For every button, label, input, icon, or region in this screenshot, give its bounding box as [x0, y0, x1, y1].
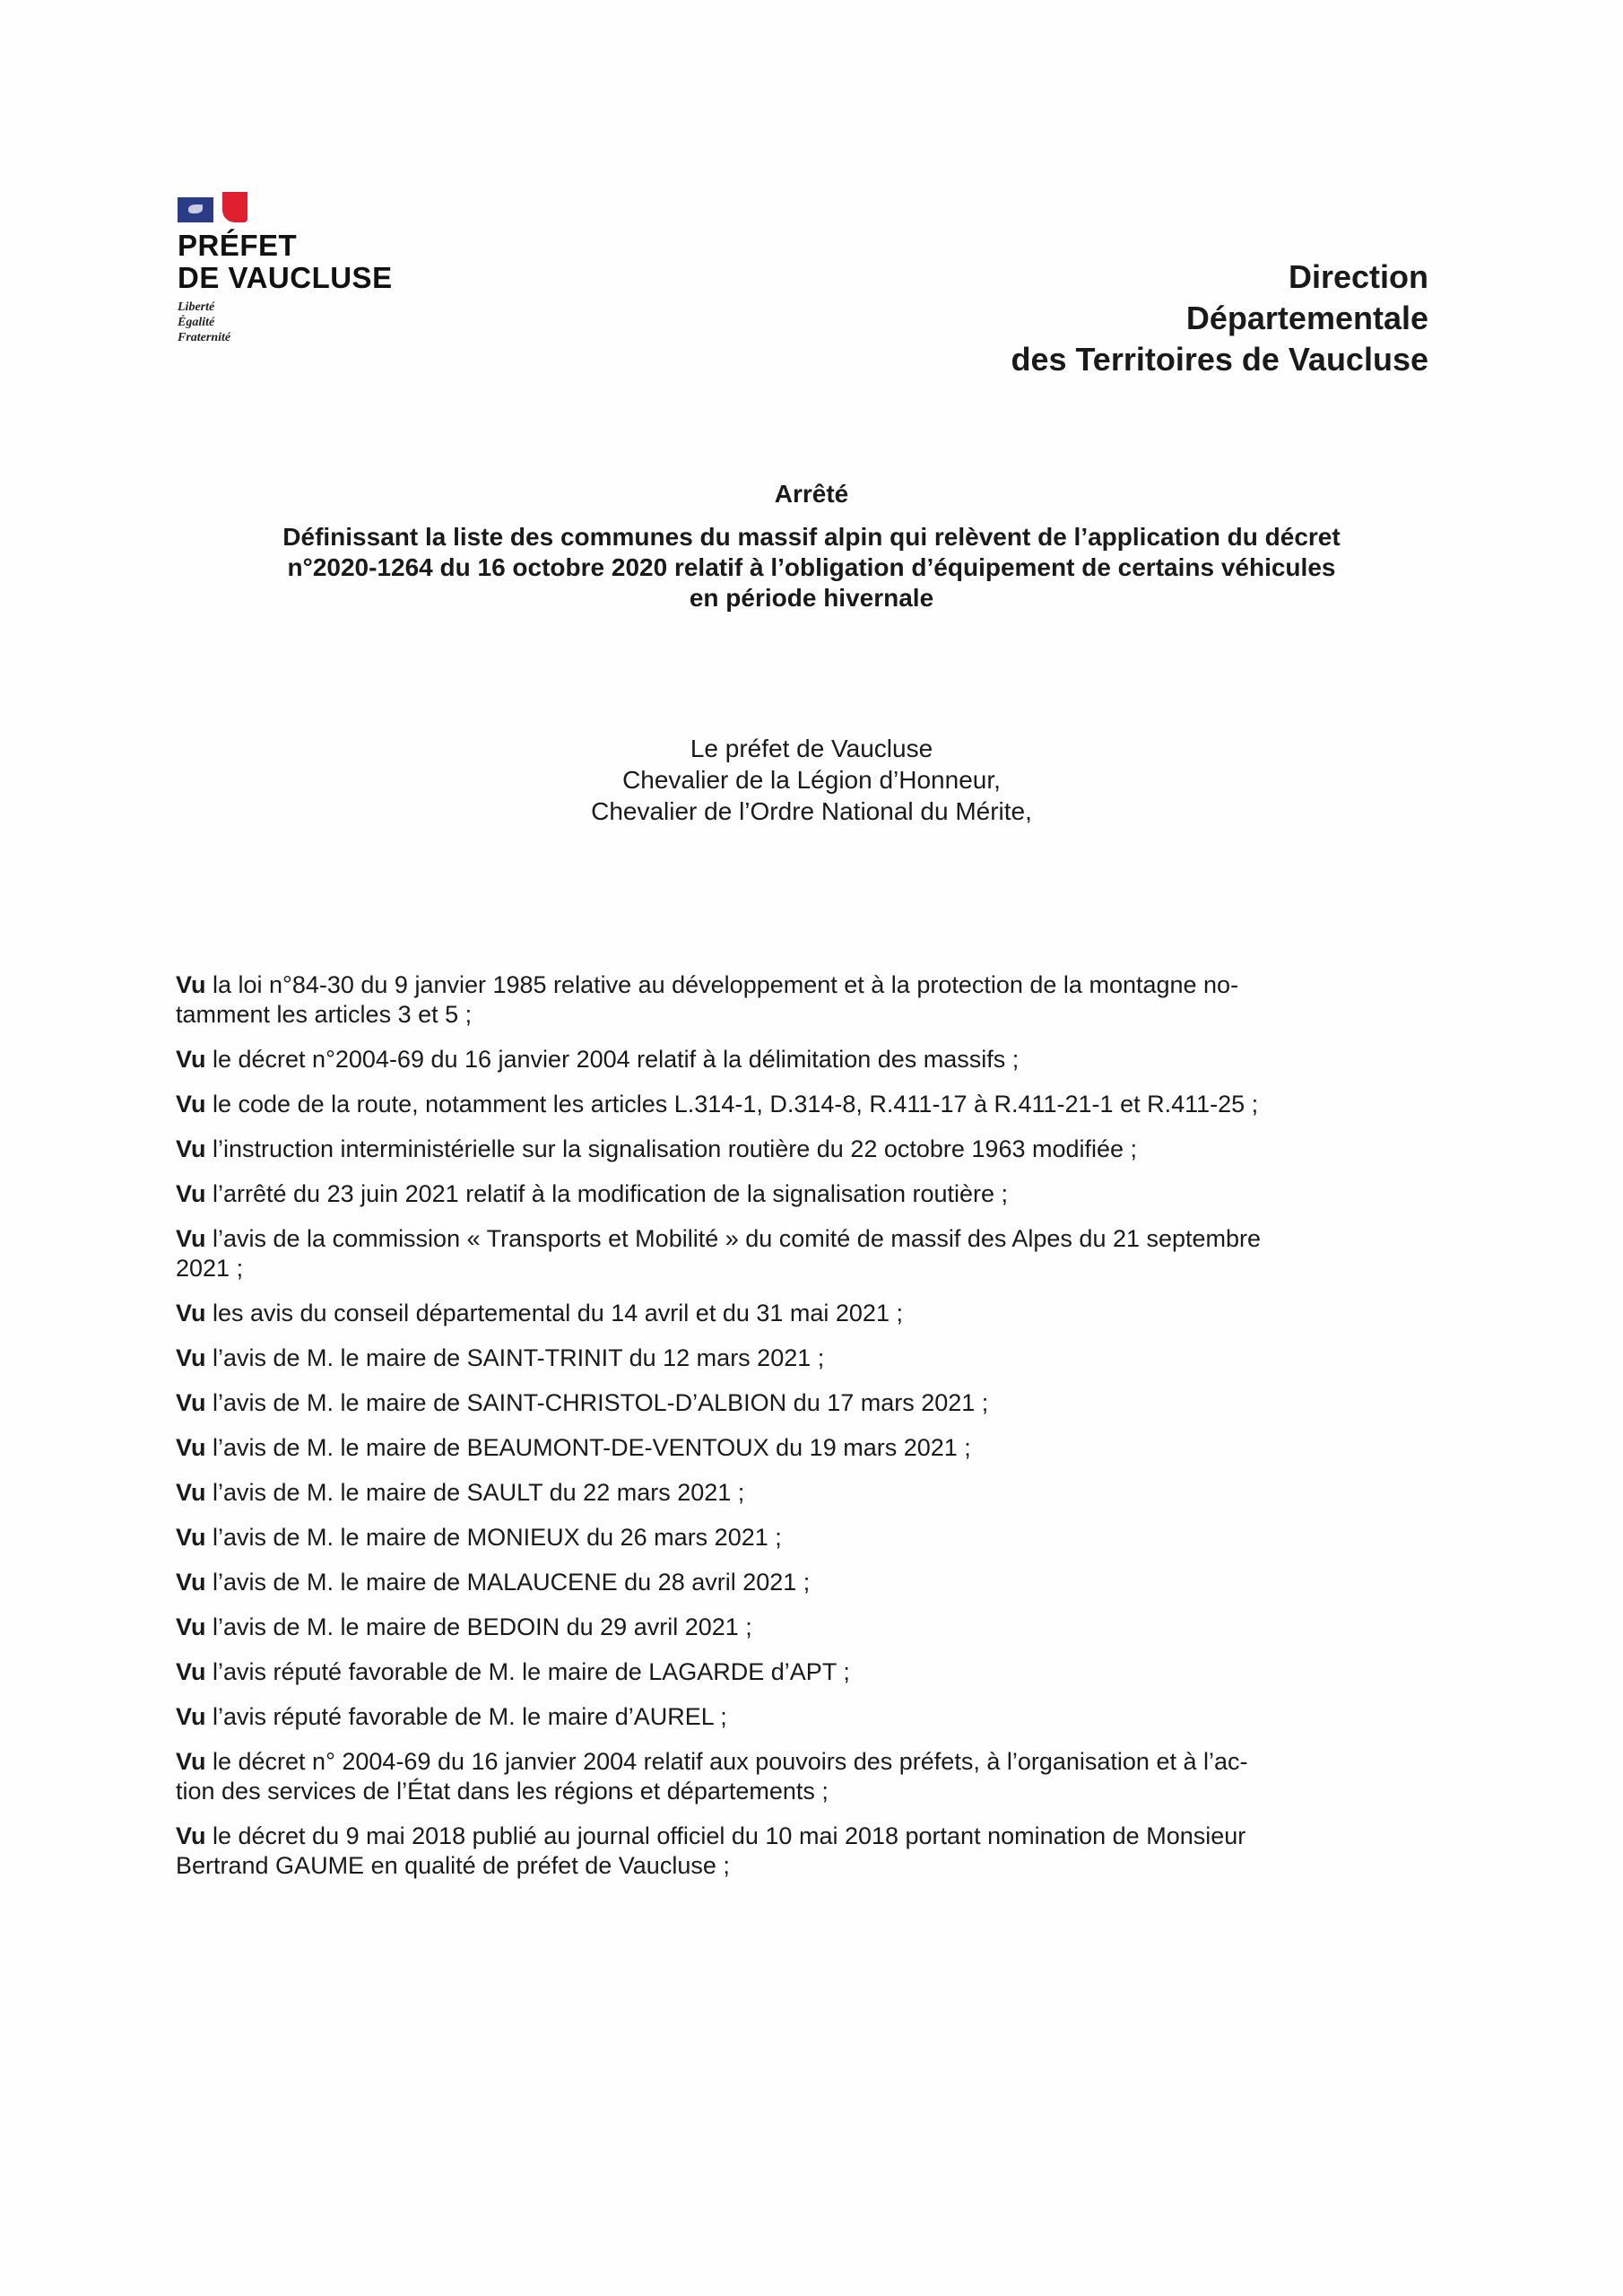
- document-subtitle: Définissant la liste des communes du massif alpin qui relèvent de l’application du décret n°2020-1264 du 16 octobre 2020 relatif à l’obligation d’équipement de certains véhicules en période hivernale: [282, 523, 1341, 612]
- prefecture-logo: [178, 192, 393, 345]
- consideration-line: Bertrand GAUME en qualité de préfet de Vaucluse ;: [176, 1852, 730, 1879]
- consideration-line: tamment les articles 3 et 5 ;: [176, 1001, 473, 1028]
- consideration-item: [176, 1388, 1431, 1418]
- consideration-item: [176, 1702, 1431, 1732]
- consideration-line: Vu l’instruction interministérielle sur la signalisation routière du 22 octobre 1963 modifiée ;: [176, 1135, 1138, 1162]
- vu-prefix: Vu: [176, 1822, 206, 1849]
- consideration-item: [176, 1747, 1431, 1806]
- consideration-item: [176, 1822, 1431, 1881]
- consideration-line: Vu l’avis de M. le maire de SAULT du 22 mars 2021 ;: [176, 1479, 745, 1506]
- consideration-line: Vu l’avis de la commission « Transports et Mobilité » du comité de massif des Alpes du 21 septembre: [176, 1225, 1262, 1252]
- consideration-item: [176, 1523, 1431, 1552]
- vu-prefix: Vu: [176, 1703, 206, 1730]
- vu-prefix: Vu: [176, 1658, 206, 1685]
- consideration-line: Vu le décret n°2004-69 du 16 janvier 2004 relatif à la délimitation des massifs ;: [176, 1046, 1020, 1073]
- consideration-line: Vu les avis du conseil départemental du 14 avril et du 31 mai 2021 ;: [176, 1300, 903, 1326]
- vu-prefix: Vu: [176, 1091, 206, 1118]
- consideration-line: Vu l’avis de M. le maire de SAINT-CHRISTOL-D’ALBION du 17 mars 2021 ;: [176, 1389, 989, 1416]
- prefect-block: Le préfet de Vaucluse Chevalier de la Légion d’Honneur, Chevalier de l’Ordre National du Mérite,: [591, 735, 1032, 825]
- vu-prefix: Vu: [176, 971, 206, 998]
- republic-motto: Liberté Égalité Fraternité: [178, 300, 231, 344]
- consideration-item: [176, 1090, 1431, 1119]
- considerations-list: [176, 970, 1431, 1896]
- consideration-line: 2021 ;: [176, 1255, 244, 1282]
- vu-prefix: Vu: [176, 1524, 206, 1551]
- consideration-line: Vu l’avis de M. le maire de SAINT-TRINIT du 12 mars 2021 ;: [176, 1344, 825, 1371]
- consideration-line: Vu l’arrêté du 23 juin 2021 relatif à la modification de la signalisation routière ;: [176, 1180, 1009, 1207]
- flag-red-icon: [222, 192, 247, 222]
- vu-prefix: Vu: [176, 1135, 206, 1162]
- consideration-item: [176, 1478, 1431, 1508]
- consideration-item: [176, 1045, 1431, 1074]
- consideration-line: Vu le décret du 9 mai 2018 publié au journal officiel du 10 mai 2018 portant nomination de Monsieur: [176, 1822, 1246, 1849]
- vu-prefix: Vu: [176, 1180, 206, 1207]
- consideration-line: Vu l’avis de M. le maire de BEDOIN du 29 avril 2021 ;: [176, 1613, 752, 1640]
- direction-heading: Direction Départementale des Territoires de Vaucluse: [1011, 258, 1428, 378]
- consideration-item: [176, 1568, 1431, 1597]
- vu-prefix: Vu: [176, 1300, 206, 1326]
- consideration-item: [176, 1179, 1431, 1209]
- consideration-line: Vu l’avis de M. le maire de BEAUMONT-DE-VENTOUX du 19 mars 2021 ;: [176, 1434, 971, 1461]
- consideration-item: [176, 1135, 1431, 1164]
- consideration-item: [176, 970, 1431, 1030]
- document-title: Arrêté: [774, 480, 849, 508]
- prefecture-name: PRÉFET DE VAUCLUSE: [178, 229, 393, 294]
- vu-prefix: Vu: [176, 1225, 206, 1252]
- flag-blue-icon: [178, 197, 213, 222]
- consideration-line: Vu l’avis de M. le maire de MONIEUX du 26 mars 2021 ;: [176, 1524, 782, 1551]
- vu-prefix: Vu: [176, 1046, 206, 1073]
- vu-prefix: Vu: [176, 1434, 206, 1461]
- vu-prefix: Vu: [176, 1569, 206, 1596]
- marianne-flag-icon: [178, 192, 393, 222]
- consideration-item: [176, 1299, 1431, 1328]
- vu-prefix: Vu: [176, 1479, 206, 1506]
- consideration-line: tion des services de l’État dans les régions et départements ;: [176, 1778, 829, 1805]
- vu-prefix: Vu: [176, 1748, 206, 1775]
- vu-prefix: Vu: [176, 1613, 206, 1640]
- consideration-line: Vu la loi n°84-30 du 9 janvier 1985 relative au développement et à la protection de la montagne no-: [176, 971, 1239, 998]
- consideration-line: Vu le code de la route, notamment les articles L.314-1, D.314-8, R.411-17 à R.411-21-1 et R.411-25 ;: [176, 1091, 1259, 1118]
- consideration-item: [176, 1344, 1431, 1373]
- consideration-item: [176, 1613, 1431, 1642]
- consideration-line: Vu l’avis réputé favorable de M. le maire de LAGARDE d’APT ;: [176, 1658, 850, 1685]
- vu-prefix: Vu: [176, 1389, 206, 1416]
- consideration-item: [176, 1224, 1431, 1283]
- consideration-item: [176, 1433, 1431, 1463]
- consideration-line: Vu l’avis réputé favorable de M. le maire d’AUREL ;: [176, 1703, 727, 1730]
- consideration-line: Vu le décret n° 2004-69 du 16 janvier 2004 relatif aux pouvoirs des préfets, à l’organisation et à l’ac-: [176, 1748, 1248, 1775]
- consideration-line: Vu l’avis de M. le maire de MALAUCENE du 28 avril 2021 ;: [176, 1569, 811, 1596]
- vu-prefix: Vu: [176, 1344, 206, 1371]
- consideration-item: [176, 1657, 1431, 1687]
